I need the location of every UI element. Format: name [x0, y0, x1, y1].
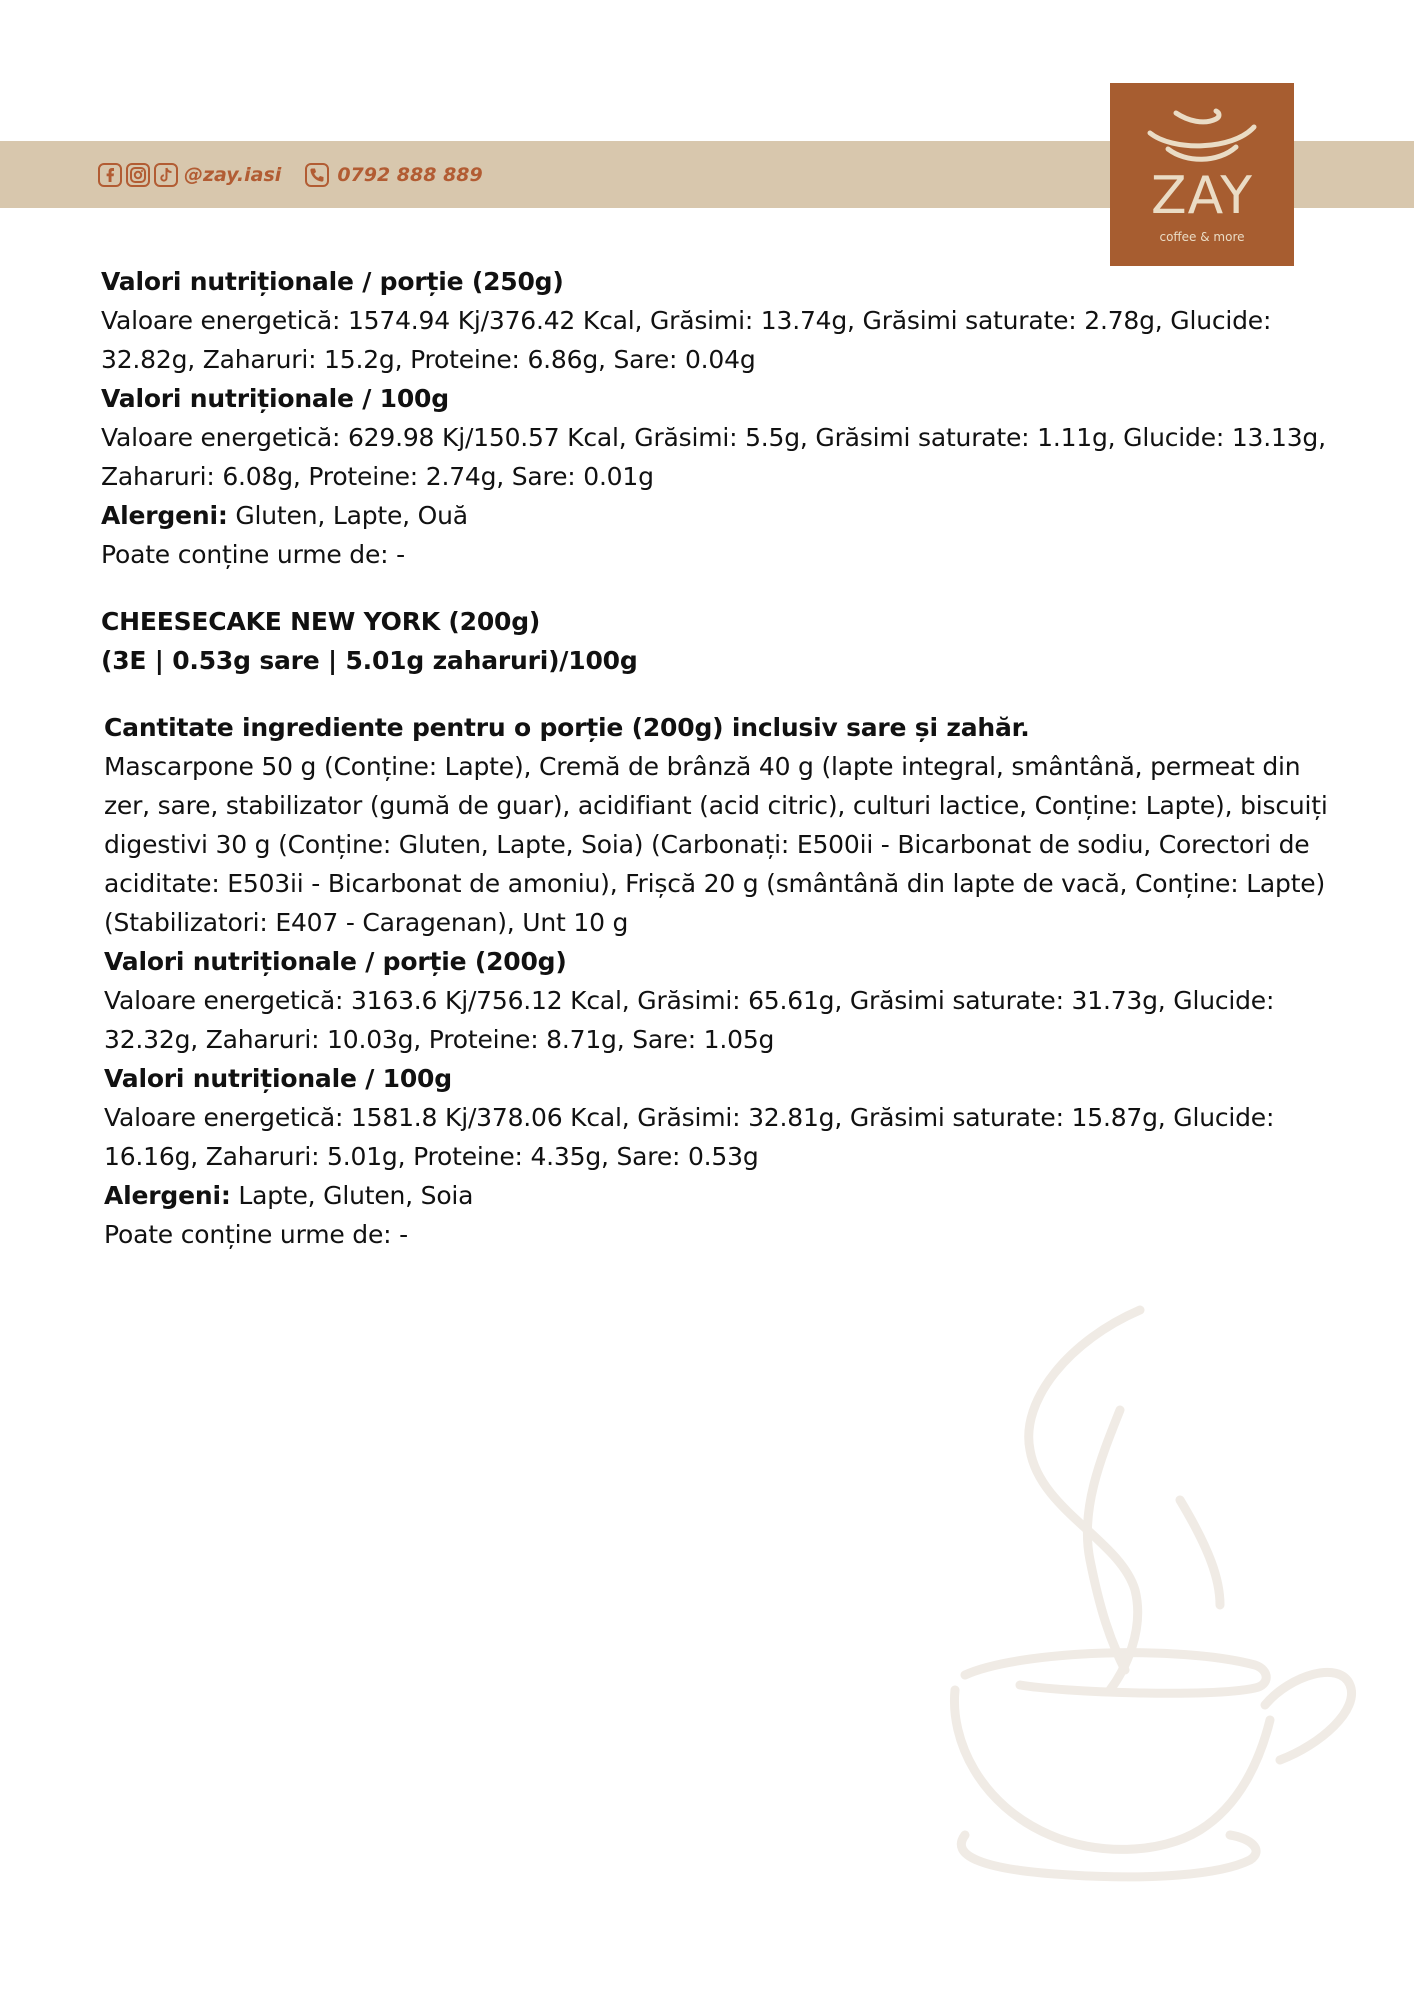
product-header — [101, 602, 1341, 680]
instagram-icon[interactable] — [126, 163, 150, 187]
allergens-line — [104, 1176, 1341, 1215]
product-summary: (3E | 0.53g sare | 5.01g zaharuri)/100g — [101, 646, 638, 675]
phone-icon[interactable] — [305, 163, 329, 187]
facebook-icon[interactable] — [98, 163, 122, 187]
logo-emblem-icon — [1146, 107, 1258, 167]
traces-line: Poate conține urme de: - — [104, 1220, 408, 1249]
per100-heading: Valori nutriționale / 100g — [104, 1064, 452, 1093]
allergens-list: Lapte, Gluten, Soia — [230, 1181, 474, 1210]
coffee-cup-icon — [920, 1290, 1370, 1890]
portion-heading: Valori nutriționale / porție (200g) — [104, 947, 567, 976]
allergens-list: Gluten, Lapte, Ouă — [227, 501, 468, 530]
social-handle[interactable]: @zay.iasi — [184, 164, 282, 186]
per100-values: Valoare energetică: 629.98 Kj/150.57 Kcal, Grăsimi: 5.5g, Grăsimi saturate: 1.11g, Glucide: 13.13g, Zaharuri: 6.08g, Proteine: 2.74g, Sare: 0.01g — [101, 423, 1326, 491]
nutrition-block-2 — [101, 708, 1341, 1254]
contact-bar — [98, 160, 483, 190]
logo-wordmark: ZAY — [1151, 166, 1253, 226]
logo-tagline: coffee & more — [1159, 230, 1245, 244]
nutrition-block-1 — [101, 262, 1341, 574]
portion-values: Valoare energetică: 1574.94 Kj/376.42 Kcal, Grăsimi: 13.74g, Grăsimi saturate: 2.78g, Glucide: 32.82g, Zaharuri: 15.2g, Proteine: 6.86g, Sare: 0.04g — [101, 306, 1272, 374]
allergens-label: Alergeni: — [101, 501, 228, 530]
per100-values: Valoare energetică: 1581.8 Kj/378.06 Kcal, Grăsimi: 32.81g, Grăsimi saturate: 15.87g, Glucide: 16.16g, Zaharuri: 5.01g, Proteine: 4.35g, Sare: 0.53g — [104, 1103, 1275, 1171]
product-title: CHEESECAKE NEW YORK (200g) — [101, 607, 541, 636]
traces-line: Poate conține urme de: - — [101, 540, 405, 569]
portion-values: Valoare energetică: 3163.6 Kj/756.12 Kcal, Grăsimi: 65.61g, Grăsimi saturate: 31.73g, Glucide: 32.32g, Zaharuri: 10.03g, Proteine: 8.71g, Sare: 1.05g — [104, 986, 1275, 1054]
document-body — [101, 262, 1341, 1254]
tiktok-icon[interactable] — [154, 163, 178, 187]
ingredients-heading: Cantitate ingrediente pentru o porție (200g) inclusiv sare și zahăr. — [104, 713, 1030, 742]
allergens-label: Alergeni: — [104, 1181, 231, 1210]
phone-number[interactable]: 0792 888 889 — [337, 164, 483, 186]
per100-heading: Valori nutriționale / 100g — [101, 384, 449, 413]
zay-logo — [1110, 83, 1294, 266]
portion-heading: Valori nutriționale / porție (250g) — [101, 267, 564, 296]
allergens-line — [101, 496, 1341, 535]
ingredients-text: Mascarpone 50 g (Conține: Lapte), Cremă de brânză 40 g (lapte integral, smântână, permeat din zer, sare, stabilizator (gumă de guar), acidifiant (acid citric), culturi lactice, Conține: Lapte), biscuiți digestivi 30 g (Conține: Gluten, Lapte, Soia) (Carbonați: E500ii - Bicarbonat de sodiu, Corectori de aciditate: E503ii - Bicarbonat de amoniu), Frișcă 20 g (smântână din lapte de vacă, Conține: Lapte) (Stabilizatori: E407 - Caragenan), Unt 10 g — [104, 752, 1328, 937]
